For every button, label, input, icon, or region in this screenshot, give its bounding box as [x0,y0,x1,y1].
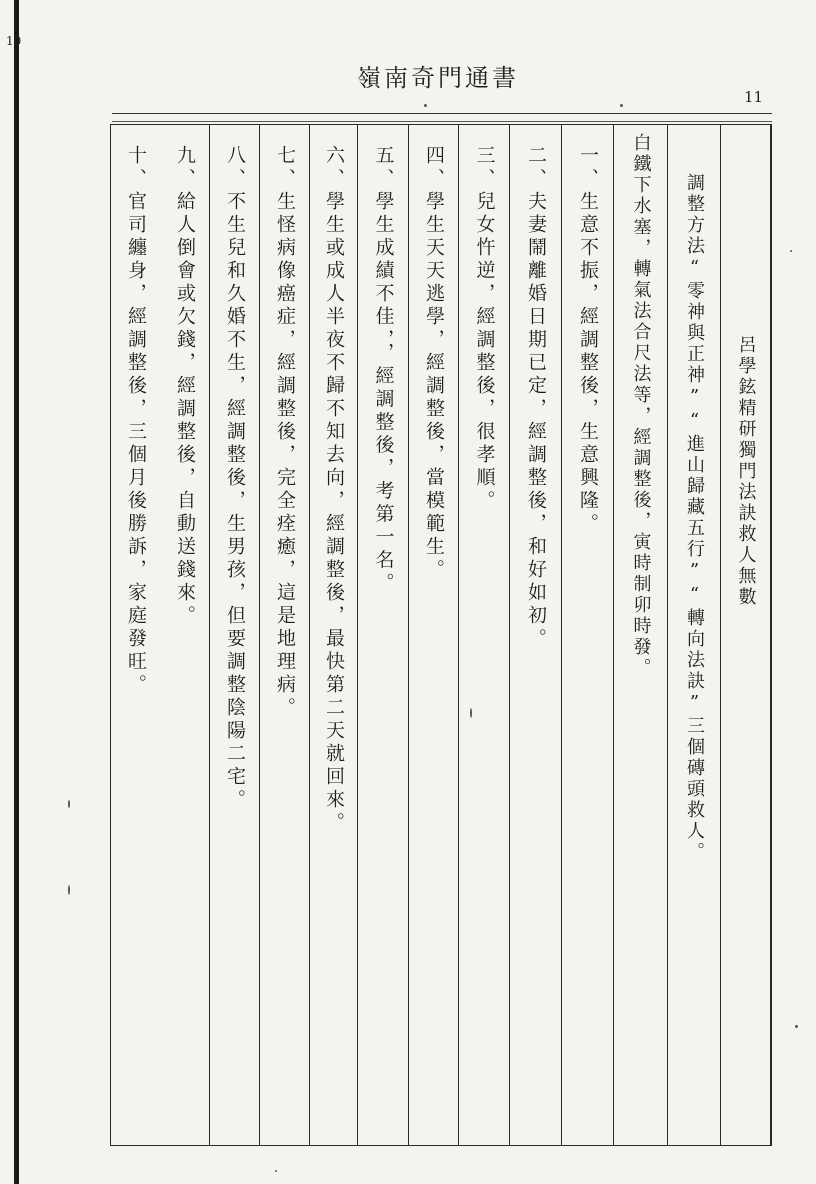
item-10-text: 十、官司纏身，經調整後，三個月後勝訴，家庭發旺。 [125,145,147,697]
edge-page-number: 10 [6,34,22,48]
item-1-text: 一、生意不振，經調整後，生意興隆。 [577,145,599,536]
scan-speck [470,708,472,718]
method-text: 調整方法“零神與正神”“進山歸藏五行”“轉向法訣”三個磚頭救人。 [684,173,705,863]
item-7-text: 七、生怪病像癌症，經調整後，完全痊癒，這是地理病。 [274,145,296,720]
column-item-6 [310,125,358,1145]
column-heading [721,125,771,1145]
heading-text: 呂學鉉精研獨門法訣救人無數 [735,335,757,608]
item-5-text: 五、學生成績不佳，，經調整後，考第一名。 [372,145,395,596]
item-2-text: 二、夫妻鬧離婚日期已定，經調整後，和好如初。 [525,145,547,651]
column-item-10 [111,125,160,1145]
column-item-4 [409,125,459,1145]
scan-speck [424,104,427,107]
scan-speck [795,1025,798,1028]
item-4-text: 四、學生天天逃學，經調整後，當模範生。 [423,145,445,582]
column-item-3 [459,125,510,1145]
page-edge-bar [14,0,19,1184]
scan-speck [68,885,70,895]
item-8-text: 八、不生兒和久婚不生，經調整後，生男孩，但要調整陰陽二宅。 [224,145,246,812]
header-rule [112,113,772,114]
item-6-text: 六、學生或成人半夜不歸不知去向，經調整後，最快第二天就回來。 [323,145,345,835]
running-title: 嶺南奇門通書 [357,64,519,92]
header-rule-inner [112,121,772,122]
scan-speck [620,104,623,107]
column-method [668,125,721,1145]
scan-speck [68,800,70,808]
scan-speck [790,250,792,252]
column-item-8 [210,125,260,1145]
item-3-text: 三、兒女忤逆，經調整後，很孝順。 [473,145,496,513]
column-item-9 [160,125,210,1145]
column-item-7 [260,125,310,1145]
text-frame [110,124,772,1146]
column-item-2 [510,125,562,1145]
page-number: 11 [744,88,764,106]
column-item-1 [562,125,614,1145]
item-9-text: 九、給人倒會或欠錢，經調整後，自動送錢來。 [174,145,196,628]
column-item-5 [358,125,409,1145]
scan-speck [275,1170,277,1172]
column-white-iron [614,125,668,1145]
white-iron-text: 白鐵下水塞，轉氣法合尺法等，經調整後，寅時制卯時發。 [630,133,652,679]
